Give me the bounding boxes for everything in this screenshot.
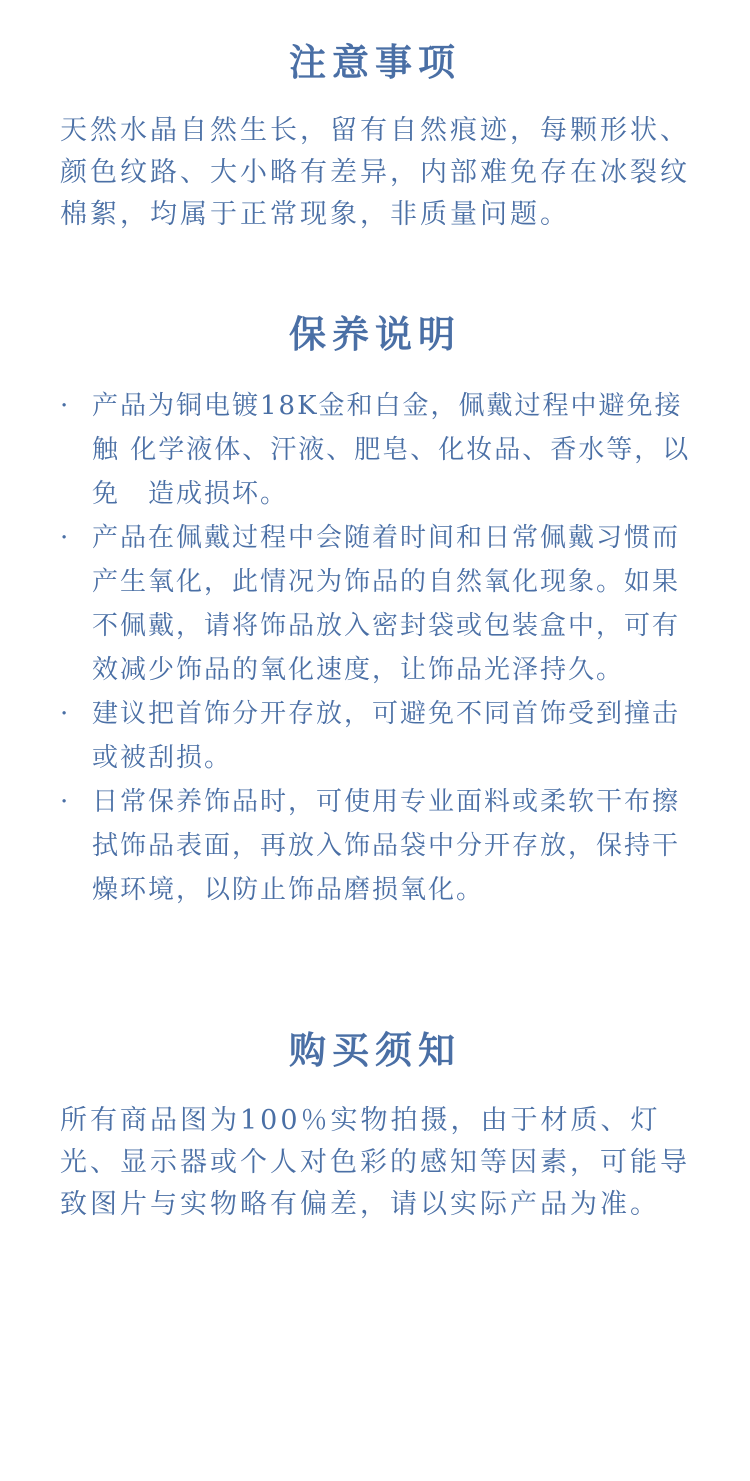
care-list	[58, 384, 694, 912]
notice-title: 注意事项	[289, 40, 461, 84]
care-item-text: 产品为铜电镀18K金和白金，佩戴过程中避免接触 化学液体、汗液、肥皂、化妆品、香水等，以免 造成损坏。	[92, 391, 691, 509]
care-item	[58, 384, 694, 516]
care-title: 保养说明	[289, 312, 461, 356]
bullet-dot: ·	[60, 391, 71, 421]
bullet-dot: ·	[60, 523, 71, 553]
purchase-text: 所有商品图为100％实物拍摄，由于材质、灯光、显示器或个人对色彩的感知等因素，可能导致图片与实物略有偏差，请以实际产品为准。	[60, 1105, 690, 1220]
purchase-section	[0, 1026, 750, 1074]
notice-section	[0, 38, 750, 86]
care-item	[58, 780, 694, 912]
purchase-title: 购买须知	[289, 1028, 461, 1072]
care-item	[58, 692, 694, 780]
notice-text: 天然水晶自然生长，留有自然痕迹，每颗形状、颜色纹路、大小略有差异，内部难免存在冰裂纹棉絮，均属于正常现象，非质量问题。	[60, 115, 690, 230]
bullet-dot: ·	[60, 787, 71, 817]
care-item-text: 日常保养饰品时，可使用专业面料或柔软干布擦拭饰品表面，再放入饰品袋中分开存放，保持干燥环境，以防止饰品磨损氧化。	[92, 787, 681, 905]
care-item	[58, 516, 694, 692]
bullet-dot: ·	[60, 699, 71, 729]
care-item-text: 建议把首饰分开存放，可避免不同首饰受到撞击或被刮损。	[92, 699, 681, 773]
care-section	[0, 310, 750, 358]
care-item-text: 产品在佩戴过程中会随着时间和日常佩戴习惯而产生氧化，此情况为饰品的自然氧化现象。如果不佩戴，请将饰品放入密封袋或包装盒中，可有效减少饰品的氧化速度，让饰品光泽持久。	[92, 523, 681, 685]
